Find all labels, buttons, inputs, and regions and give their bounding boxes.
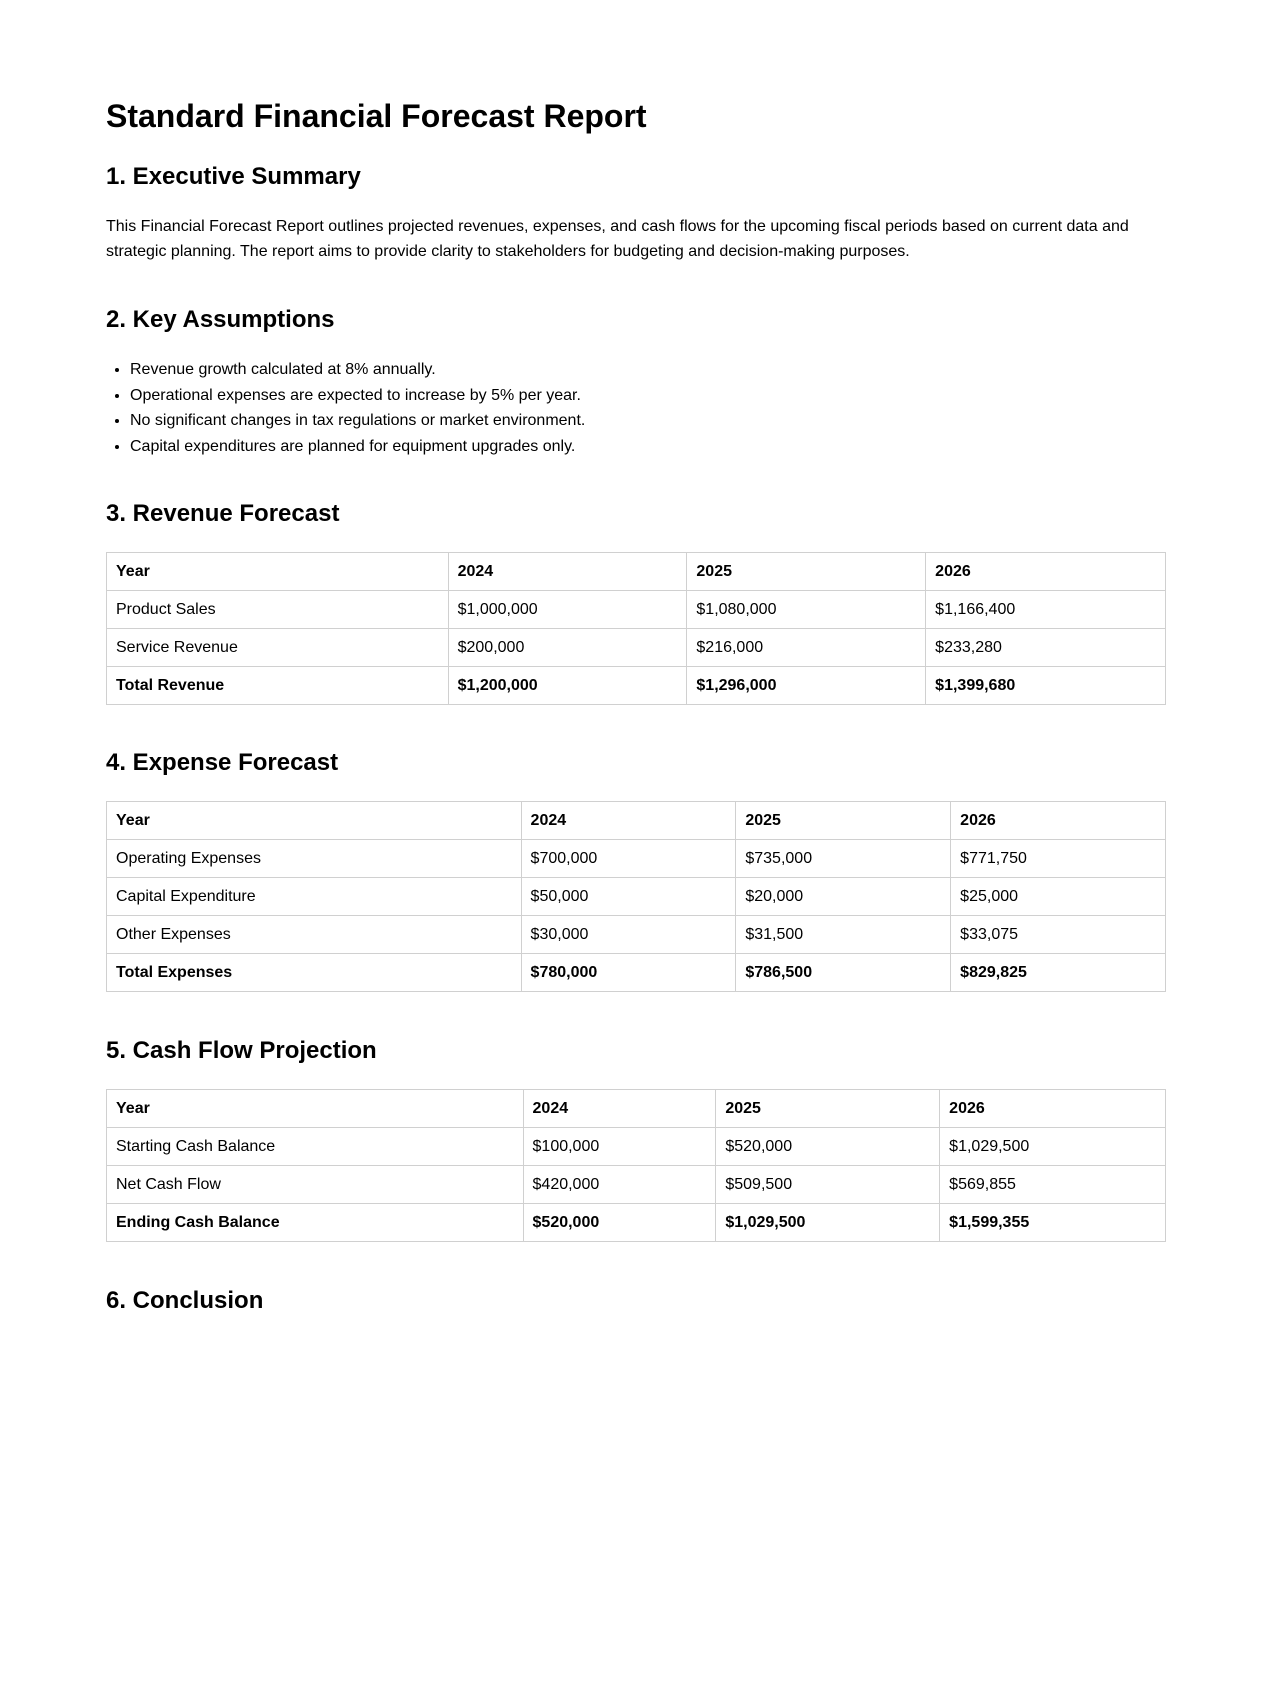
column-header: 2026 (926, 553, 1166, 591)
total-row (107, 667, 1166, 705)
table-row (107, 629, 1166, 667)
column-header: 2025 (716, 1090, 940, 1128)
row-label: Ending Cash Balance (107, 1204, 524, 1242)
row-label: Net Cash Flow (107, 1166, 524, 1204)
conclusion-heading: 6. Conclusion (106, 1287, 264, 1311)
key-assumptions-heading: 2. Key Assumptions (106, 306, 335, 333)
list-item: • Revenue growth calculated at 8% annually. (130, 357, 585, 383)
total-row (107, 1204, 1166, 1242)
table-cell: $100,000 (523, 1128, 716, 1166)
column-header: 2024 (448, 553, 687, 591)
row-label: Total Expenses (107, 954, 522, 992)
table-row (107, 1166, 1166, 1204)
table-cell: $520,000 (716, 1128, 940, 1166)
table-cell: $771,750 (951, 840, 1166, 878)
table-header-row (107, 1090, 1166, 1128)
total-row (107, 954, 1166, 992)
table-cell: $200,000 (448, 629, 687, 667)
list-item: • Capital expenditures are planned for equipment upgrades only. (130, 434, 585, 460)
table-cell: $25,000 (951, 878, 1166, 916)
table-cell: $1,029,500 (940, 1128, 1166, 1166)
table-cell: $1,166,400 (926, 591, 1166, 629)
table-cell: $216,000 (687, 629, 926, 667)
table-cell: $1,599,355 (940, 1204, 1166, 1242)
table-row (107, 840, 1166, 878)
table-cell: $569,855 (940, 1166, 1166, 1204)
assumptions-list (106, 357, 585, 459)
column-header: 2025 (687, 553, 926, 591)
table-cell: $700,000 (521, 840, 736, 878)
table-cell: $1,080,000 (687, 591, 926, 629)
row-label: Product Sales (107, 591, 449, 629)
table-cell: $1,200,000 (448, 667, 687, 705)
row-label: Operating Expenses (107, 840, 522, 878)
row-label: Capital Expenditure (107, 878, 522, 916)
page-title: Standard Financial Forecast Report (106, 98, 647, 134)
list-item: • Operational expenses are expected to increase by 5% per year. (130, 383, 585, 409)
table-cell: $1,000,000 (448, 591, 687, 629)
table-cell: $780,000 (521, 954, 736, 992)
revenue-forecast-heading: 3. Revenue Forecast (106, 500, 340, 527)
table-header-row (107, 553, 1166, 591)
row-label: Starting Cash Balance (107, 1128, 524, 1166)
column-header: 2024 (523, 1090, 716, 1128)
table-cell: $1,029,500 (716, 1204, 940, 1242)
table-row (107, 1128, 1166, 1166)
row-label: Service Revenue (107, 629, 449, 667)
expense-table (106, 801, 1166, 992)
table-cell: $420,000 (523, 1166, 716, 1204)
table-cell: $30,000 (521, 916, 736, 954)
expense-forecast-heading: 4. Expense Forecast (106, 749, 339, 776)
revenue-table (106, 552, 1166, 705)
executive-summary-text: This Financial Forecast Report outlines projected revenues, expenses, and cash flows for the upcoming fiscal periods based on current data and strategic planning. The report aims to provide clarity to stakeholders for budgeting and decision-making purposes. (106, 218, 1129, 260)
column-header: 2025 (736, 802, 951, 840)
table-cell: $50,000 (521, 878, 736, 916)
table-cell: $509,500 (716, 1166, 940, 1204)
row-label: Other Expenses (107, 916, 522, 954)
cash-flow-heading: 5. Cash Flow Projection (106, 1037, 377, 1064)
column-header: 2024 (521, 802, 736, 840)
table-cell: $735,000 (736, 840, 951, 878)
table-header-row (107, 802, 1166, 840)
table-row (107, 916, 1166, 954)
executive-summary-heading: 1. Executive Summary (106, 163, 361, 190)
table-cell: $20,000 (736, 878, 951, 916)
column-header: 2026 (951, 802, 1166, 840)
table-cell: $520,000 (523, 1204, 716, 1242)
table-row (107, 591, 1166, 629)
table-cell: $829,825 (951, 954, 1166, 992)
table-cell: $233,280 (926, 629, 1166, 667)
list-item: • No significant changes in tax regulations or market environment. (130, 408, 585, 434)
column-header: Year (107, 802, 522, 840)
table-cell: $1,399,680 (926, 667, 1166, 705)
table-cell: $33,075 (951, 916, 1166, 954)
column-header: 2026 (940, 1090, 1166, 1128)
table-cell: $786,500 (736, 954, 951, 992)
cash-flow-table (106, 1089, 1166, 1242)
table-cell: $31,500 (736, 916, 951, 954)
row-label: Total Revenue (107, 667, 449, 705)
column-header: Year (107, 1090, 524, 1128)
table-cell: $1,296,000 (687, 667, 926, 705)
table-row (107, 878, 1166, 916)
column-header: Year (107, 553, 449, 591)
